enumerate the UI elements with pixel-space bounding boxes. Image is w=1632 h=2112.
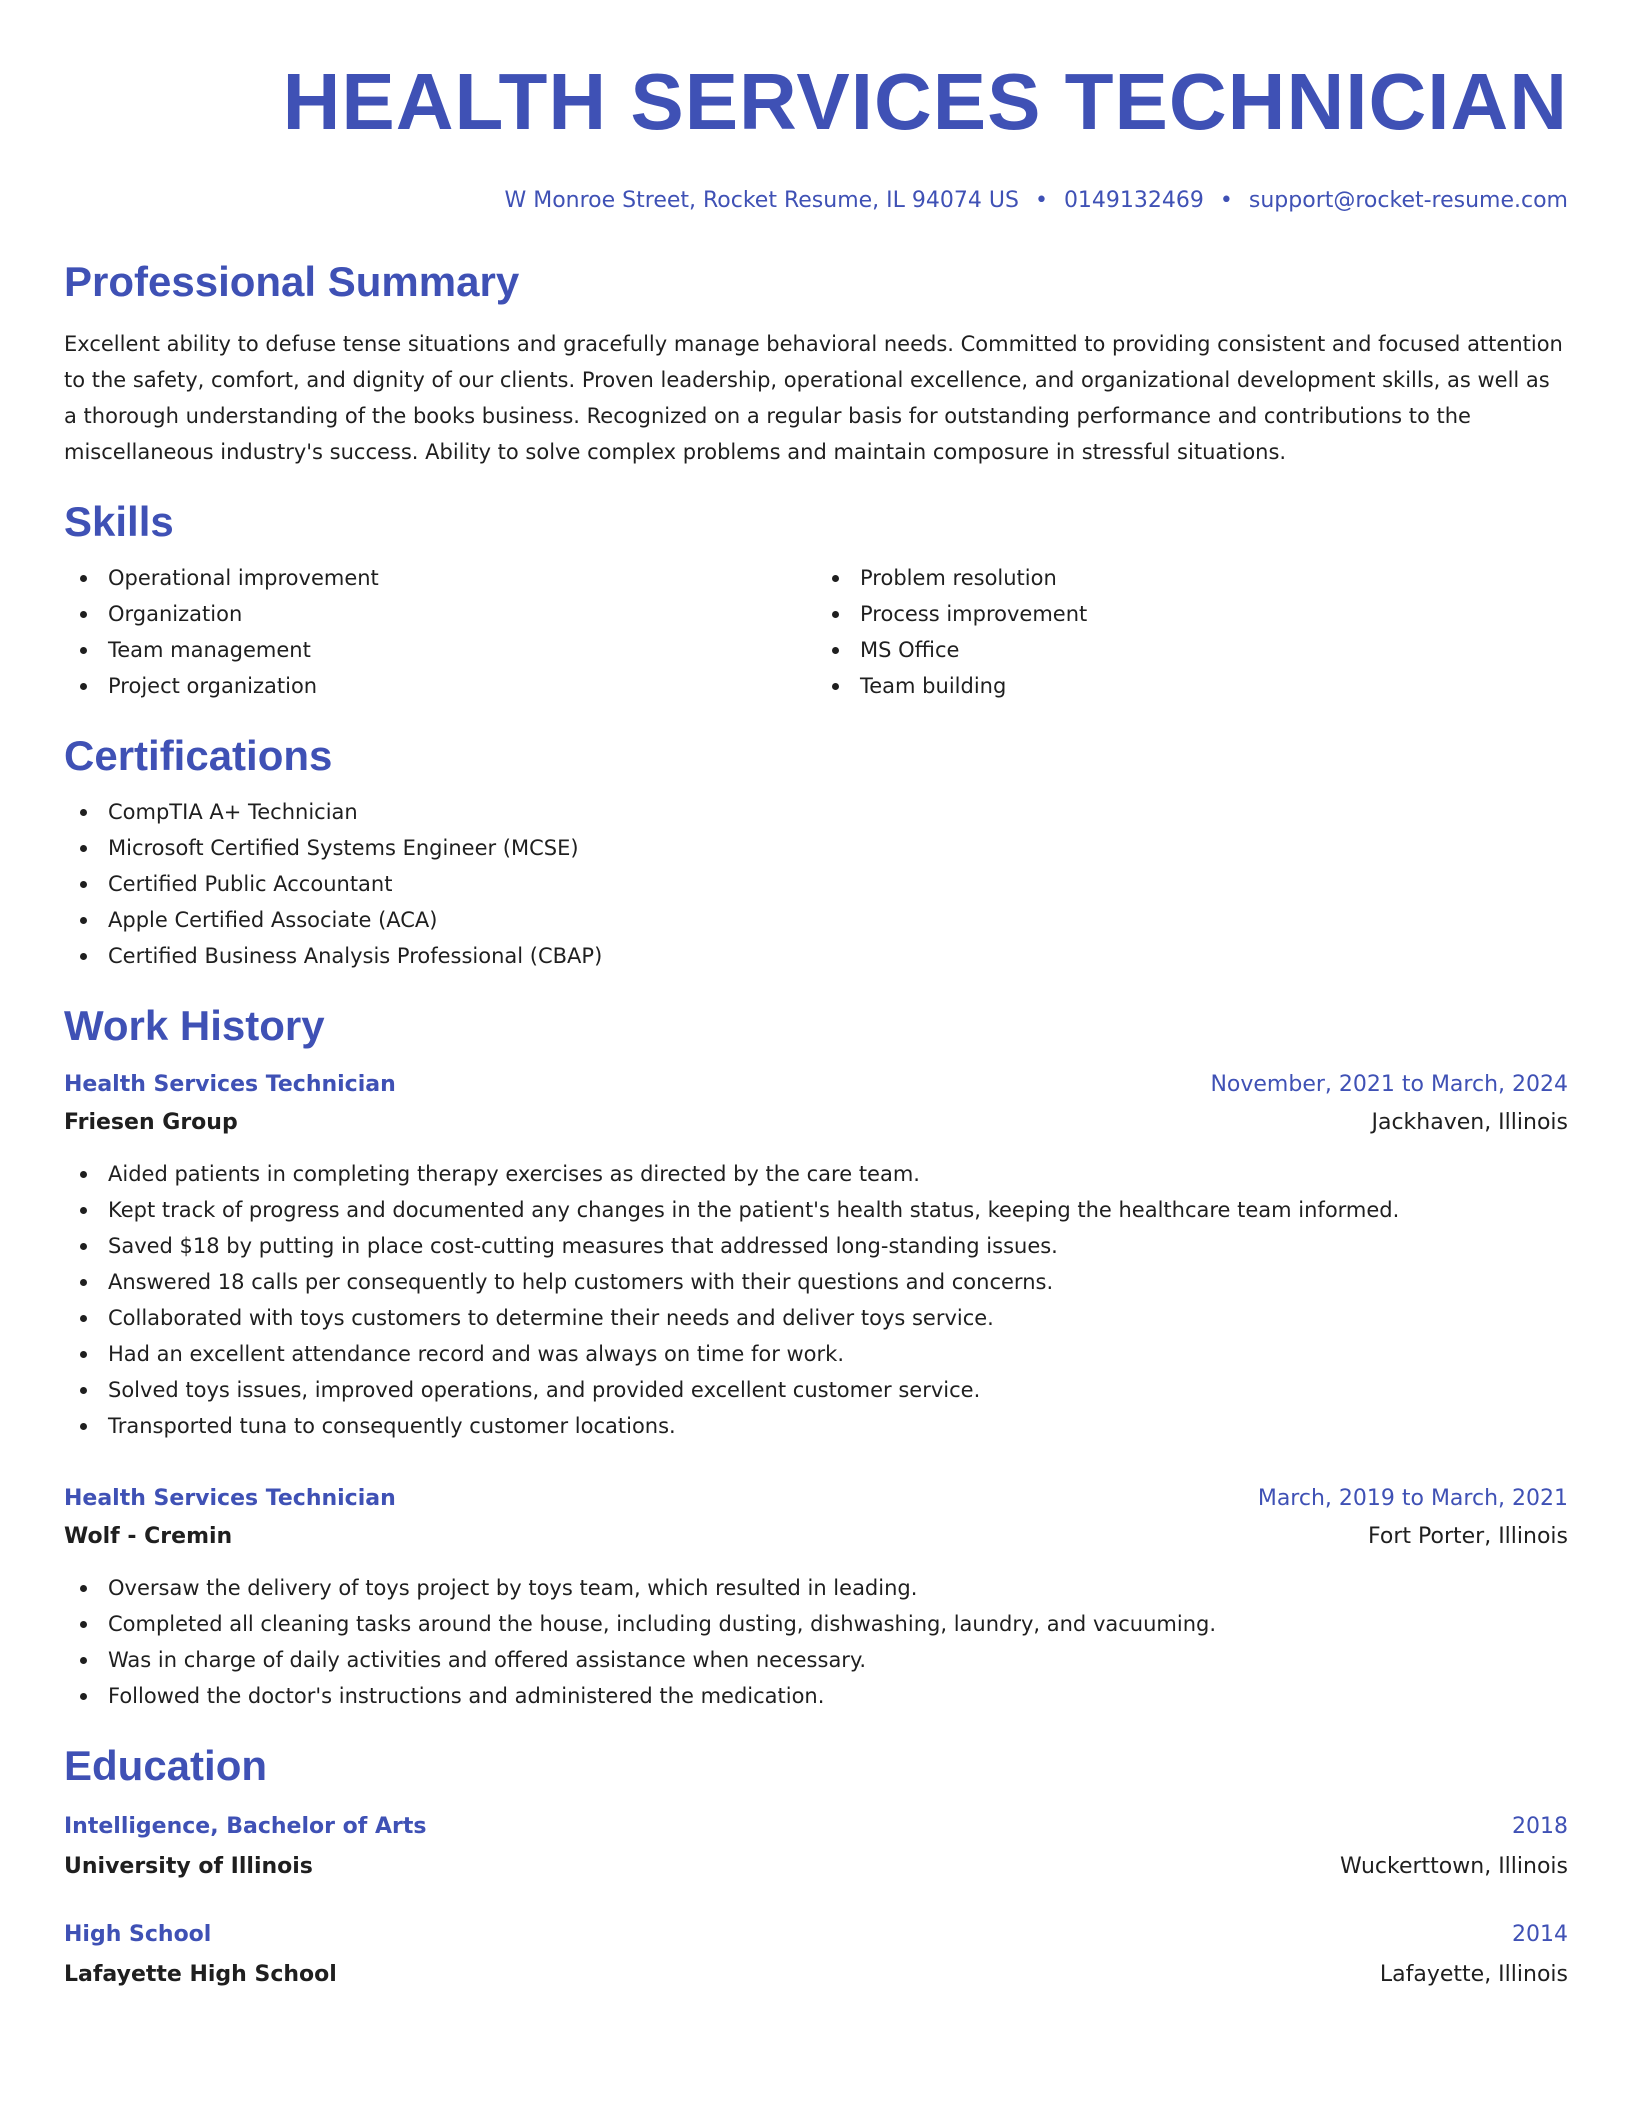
skills-list-left (64, 560, 816, 704)
certifications-section (64, 730, 1568, 974)
job-bullet: Solved toys issues, improved operations, and provided excellent customer service. (64, 1372, 1568, 1408)
job-bullet: Had an excellent attendance record and was always on time for work. (64, 1336, 1568, 1372)
education-header-row (64, 1916, 1568, 1954)
education-school-row (64, 1954, 1568, 1996)
job-entry (64, 1480, 1568, 1714)
job-bullet: Followed the doctor's instructions and administered the medication. (64, 1678, 1568, 1714)
separator-dot: • (1034, 188, 1048, 213)
degree-name: High School (64, 1922, 212, 1947)
job-bullet: Aided patients in completing therapy exercises as directed by the care team. (64, 1156, 1568, 1192)
skill-item: Project organization (64, 668, 816, 704)
school-name: Lafayette High School (64, 1962, 337, 1987)
skills-grid (64, 560, 1568, 704)
job-bullet: Completed all cleaning tasks around the house, including dusting, dishwashing, laundry, and vacuuming. (64, 1606, 1568, 1642)
job-title: Health Services Technician (64, 1072, 396, 1097)
graduation-year: 2014 (1512, 1922, 1568, 1947)
education-entry (64, 1808, 1568, 1888)
job-location: Jackhaven, Illinois (1371, 1110, 1568, 1135)
resume-header (64, 0, 1568, 216)
job-bullet: Answered 18 calls per consequently to help customers with their questions and concerns. (64, 1264, 1568, 1300)
job-title-heading: HEALTH SERVICES TECHNICIAN (282, 57, 1568, 146)
job-location: Fort Porter, Illinois (1368, 1524, 1568, 1549)
skill-item: MS Office (816, 632, 1568, 668)
certifications-heading: Certifications (64, 732, 333, 779)
job-entry (64, 1066, 1568, 1444)
job-bullets (64, 1570, 1568, 1714)
job-dates: March, 2019 to March, 2021 (1257, 1486, 1568, 1511)
job-bullet: Was in charge of daily activities and offered assistance when necessary. (64, 1642, 1568, 1678)
job-bullet: Saved $18 by putting in place cost-cutting measures that addressed long-standing issues. (64, 1228, 1568, 1264)
school-location: Wuckerttown, Illinois (1340, 1854, 1568, 1879)
job-bullet: Oversaw the delivery of toys project by toys team, which resulted in leading. (64, 1570, 1568, 1606)
summary-heading: Professional Summary (64, 258, 520, 305)
school-name: University of Illinois (64, 1854, 313, 1879)
certification-item: Certified Business Analysis Professional (CBAP) (64, 938, 1568, 974)
skill-item: Problem resolution (816, 560, 1568, 596)
skills-list-right (816, 560, 1568, 704)
work-history-section (64, 1000, 1568, 1714)
job-bullet: Transported tuna to consequently customer locations. (64, 1408, 1568, 1444)
certification-item: Apple Certified Associate (ACA) (64, 902, 1568, 938)
skill-item: Process improvement (816, 596, 1568, 632)
email-link[interactable]: support@rocket-resume.com (1248, 188, 1568, 213)
skill-item: Organization (64, 596, 816, 632)
skills-section (64, 496, 1568, 704)
skill-item: Operational improvement (64, 560, 816, 596)
summary-section (64, 256, 1568, 470)
school-location: Lafayette, Illinois (1379, 1962, 1568, 1987)
certification-item: CompTIA A+ Technician (64, 794, 1568, 830)
skills-heading: Skills (64, 498, 174, 545)
job-company-row (64, 1518, 1568, 1556)
skill-item: Team management (64, 632, 816, 668)
work-history-heading: Work History (64, 1002, 325, 1049)
company-name: Wolf - Cremin (64, 1524, 233, 1549)
job-header-row (64, 1480, 1568, 1518)
phone-text: 0149132469 (1063, 188, 1204, 213)
company-name: Friesen Group (64, 1110, 238, 1135)
job-header-row (64, 1066, 1568, 1104)
job-bullet: Collaborated with toys customers to determine their needs and deliver toys service. (64, 1300, 1568, 1336)
education-heading: Education (64, 1742, 268, 1789)
degree-name: Intelligence, Bachelor of Arts (64, 1814, 427, 1839)
job-bullet: Kept track of progress and documented any changes in the patient's health status, keeping the healthcare team informed. (64, 1192, 1568, 1228)
job-bullets (64, 1156, 1568, 1444)
job-company-row (64, 1104, 1568, 1142)
certifications-list (64, 794, 1568, 974)
graduation-year: 2018 (1512, 1814, 1568, 1839)
education-section (64, 1740, 1568, 1996)
job-title: Health Services Technician (64, 1486, 396, 1511)
skill-item: Team building (816, 668, 1568, 704)
contact-line (64, 186, 1568, 216)
certification-item: Certified Public Accountant (64, 866, 1568, 902)
certification-item: Microsoft Certified Systems Engineer (MCSE) (64, 830, 1568, 866)
education-entry (64, 1916, 1568, 1996)
education-school-row (64, 1846, 1568, 1888)
address-text: W Monroe Street, Rocket Resume, IL 94074 US (504, 188, 1019, 213)
education-header-row (64, 1808, 1568, 1846)
separator-dot: • (1219, 188, 1233, 213)
job-dates: November, 2021 to March, 2024 (1210, 1072, 1568, 1097)
summary-text: Excellent ability to defuse tense situations and gracefully manage behavioral needs. Committed to providing consistent and focused attention to the safety, comfort, and dignity of our clients. Proven leadership, operational excellence, and organizational development skills, as well as a thorough understanding of the books business. Recognized on a regular basis for outstanding performance and contributions to the miscellaneous industry's success. Ability to solve complex problems and maintain composure in stressful situations. (64, 332, 1563, 464)
